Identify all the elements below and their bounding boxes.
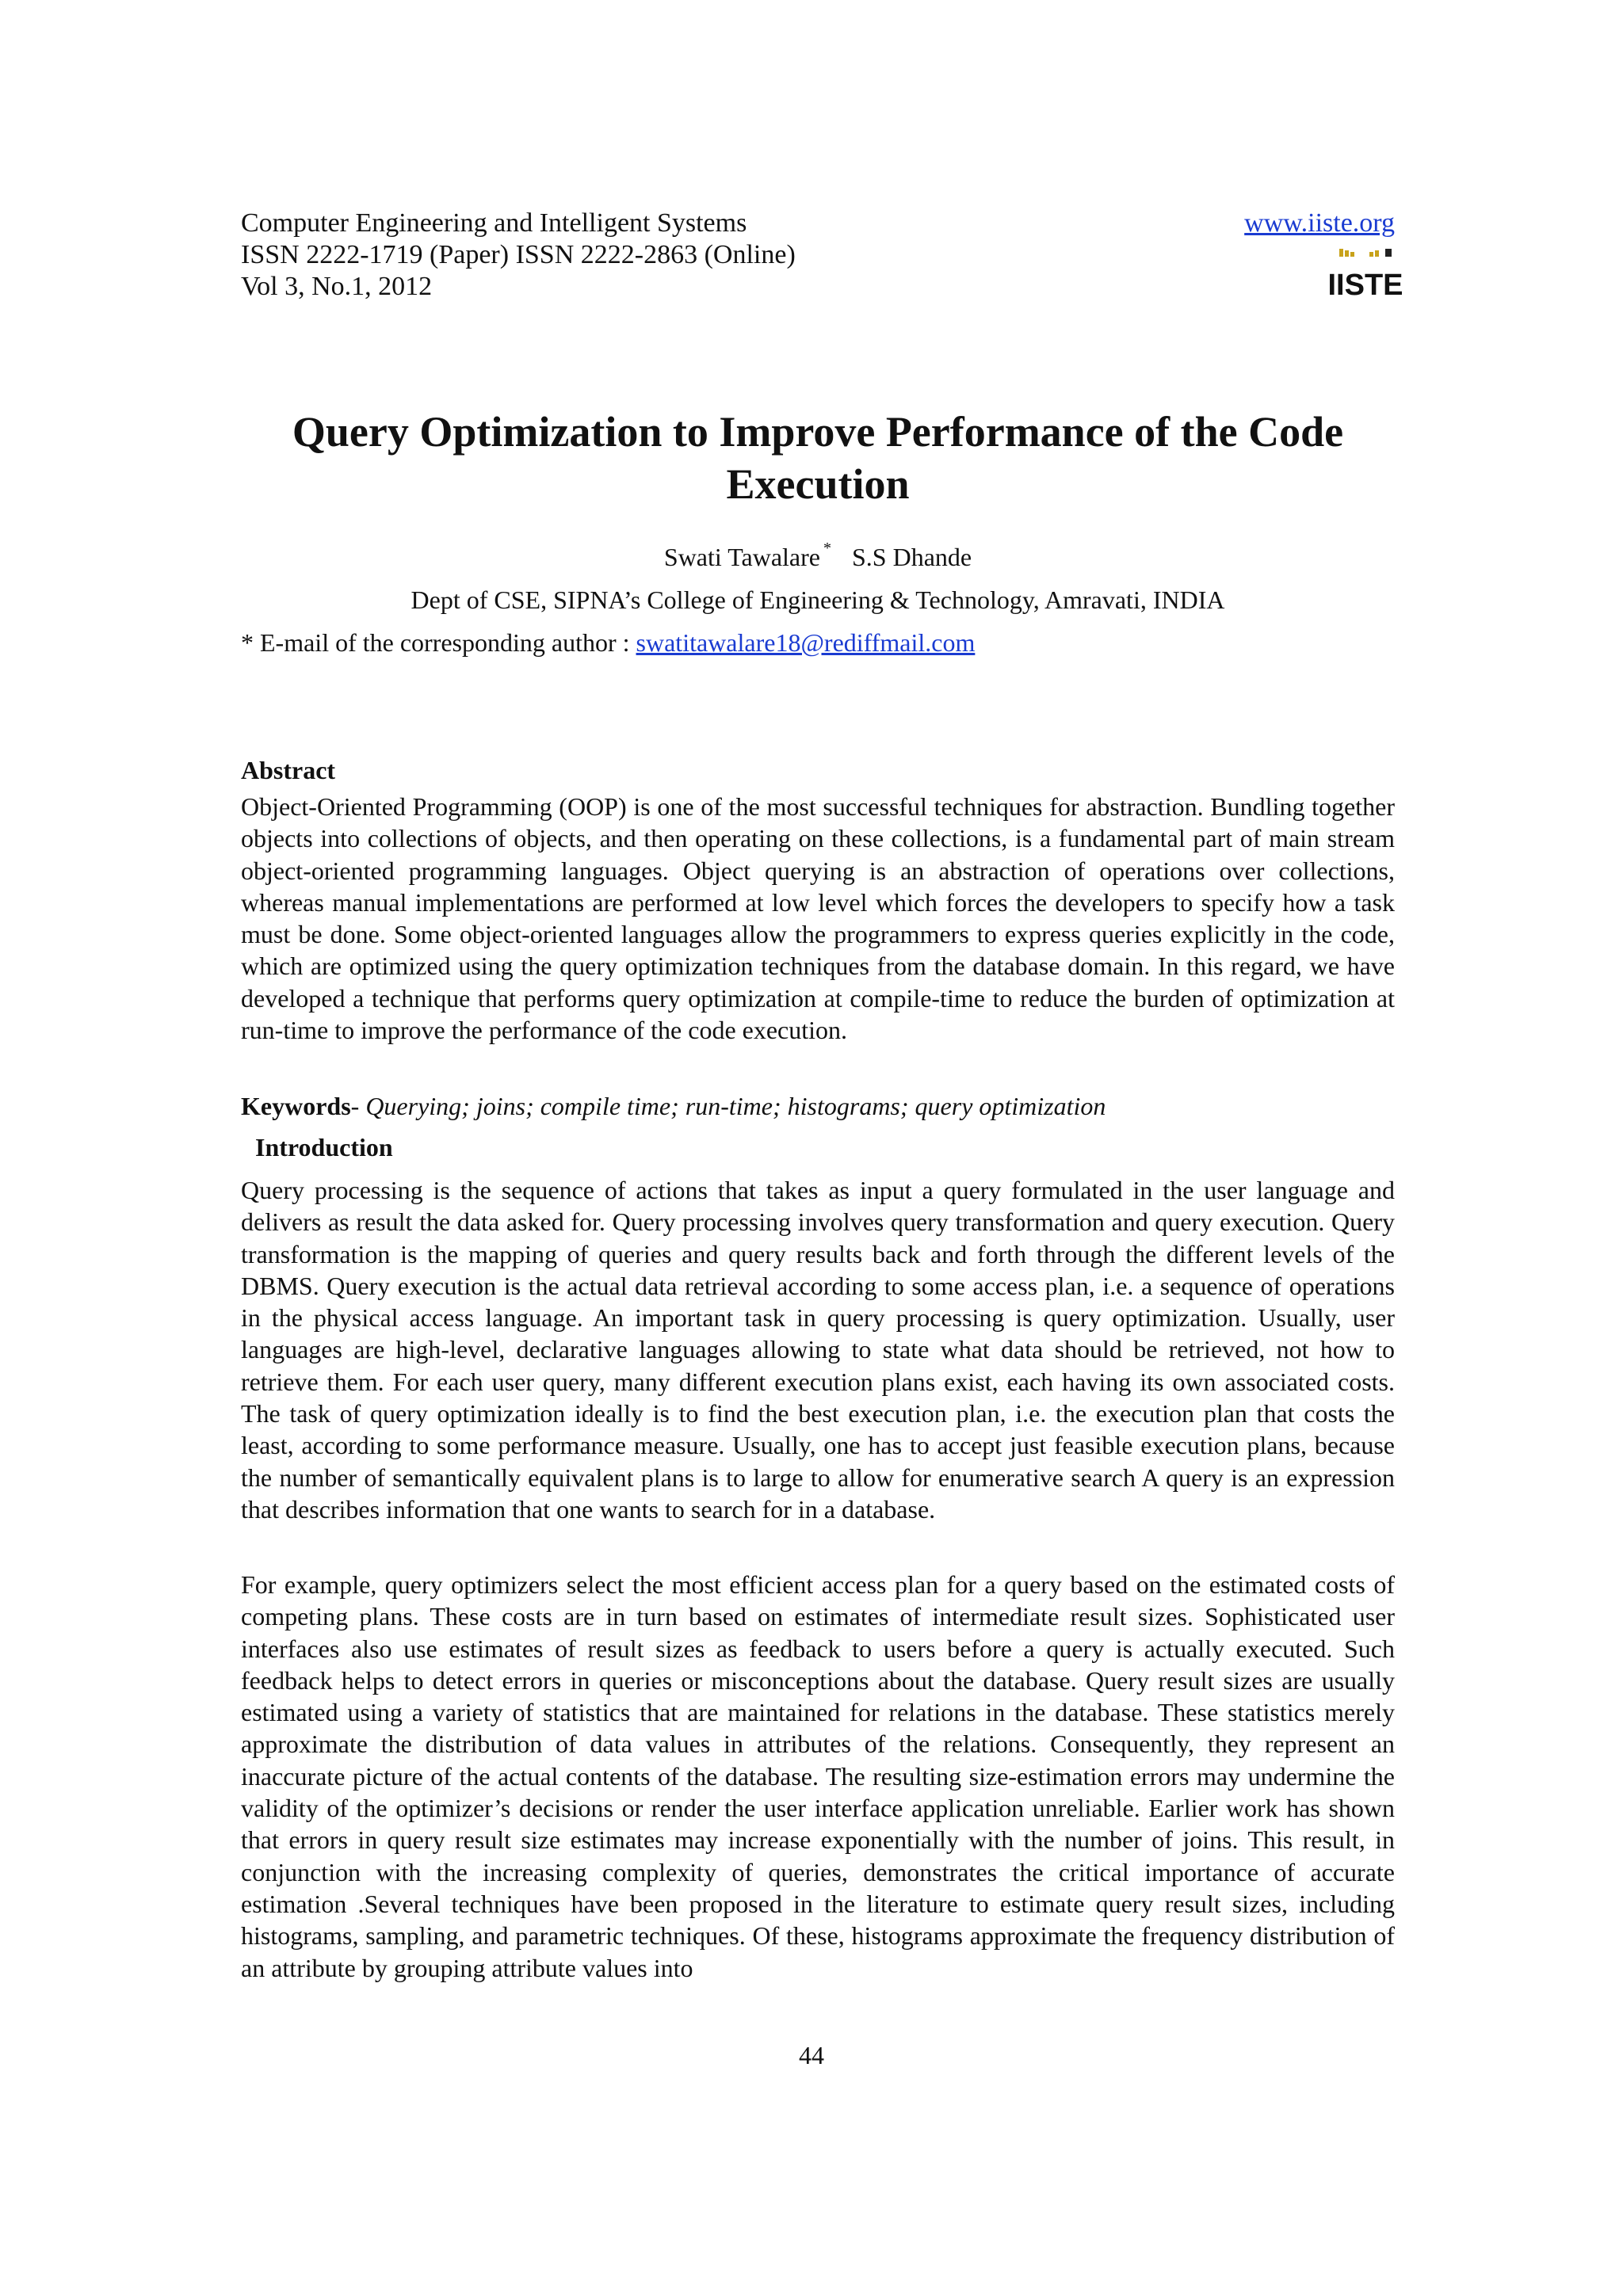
page-number: 44 xyxy=(799,2041,824,2069)
journal-issn: ISSN 2222-1719 (Paper) ISSN 2222-2863 (Online) xyxy=(241,240,796,269)
iiste-logo-text: IISTE xyxy=(1327,269,1403,302)
paper-page xyxy=(241,208,1403,1982)
author-2: S.S Dhande xyxy=(851,543,972,571)
author-1: Swati Tawalare xyxy=(663,543,820,571)
journal-url-link[interactable]: www.iiste.org xyxy=(1244,208,1395,238)
iiste-logo xyxy=(1327,249,1403,302)
keywords xyxy=(241,1090,1395,1122)
journal-header xyxy=(241,208,1403,318)
paper-title xyxy=(241,406,1395,510)
email-label: * E-mail of the corresponding author : xyxy=(241,628,636,657)
journal-volume: Vol 3, No.1, 2012 xyxy=(241,272,433,301)
introduction-paragraph-2: For example, query optimizers select the most efficient access plan for a query based on the estimated costs of competing plans. These costs are in turn based on estimates of intermediate result sizes. Sophisticated user interfaces also use estimates of result sizes as feedback to users before a query is actually executed. Such feedback helps to detect errors in queries or misconceptions about the database. Query result sizes are usually estimated using a variety of statistics that are maintained for relations in the database. These statistics merely approximate the distribution of data values in attributes of the relations. Consequently, they represent an inaccurate picture of the actual contents of the database. The resulting size-estimation errors may undermine the validity of the optimizer’s decisions or render the user interface application unreliable. Earlier work has shown that errors in query result size estimates may increase exponentially with the number of joins. This result, in conjunction with the increasing complexity of queries, demonstrates the critical importance of accurate estimation .Several techniques have been proposed in the literature to estimate query result sizes, including histograms, sampling, and parametric techniques. Of these, histograms approximate the frequency distribution of an attribute by grouping attribute values into xyxy=(241,1570,1395,1982)
corresponding-author-mark: * xyxy=(823,540,831,557)
keywords-separator: - xyxy=(350,1092,366,1120)
affiliation: Dept of CSE, SIPNA’s College of Engineering & Technology, Amravati, INDIA xyxy=(411,585,1225,614)
paper-title-line-1: Query Optimization to Improve Performance of the Code xyxy=(292,408,1344,456)
keywords-label: Keywords xyxy=(241,1092,351,1120)
introduction-paragraph-1: Query processing is the sequence of actions that takes as input a query formulated in the user language and delivers as result the data asked for. Query processing involves query transformation and query execution. Query transformation is the mapping of queries and query results back and forth through the different levels of the DBMS. Query execution is the actual data retrieval according to some access plan, i.e. a sequence of operations in the physical access language. An important task in query processing is query optimization. Usually, user languages are high-level, declarative languages allowing to state what data should be retrieved, not how to retrieve them. For each user query, many different execution plans exist, each having its own associated costs. The task of query optimization ideally is to find the best execution plan, i.e. the execution plan that costs the least, according to some performance measure. Usually, one has to accept just feasible execution plans, because the number of semantically equivalent plans is to large to allow for enumerative search A query is an expression that describes information that one wants to search for in a database. xyxy=(241,1176,1395,1524)
title-block xyxy=(241,406,1395,658)
introduction-heading: Introduction xyxy=(255,1133,393,1161)
keywords-list: Querying; joins; compile time; run-time; histograms; query optimization xyxy=(365,1092,1106,1120)
journal-name: Computer Engineering and Intelligent Systems xyxy=(241,208,747,238)
corresponding-email xyxy=(241,627,1395,658)
email-link[interactable]: swatitawalare18@rediffmail.com xyxy=(636,628,976,657)
abstract-text: Object-Oriented Programming (OOP) is one of the most successful techniques for abstraction. Bundling together objects into collections of objects, and then operating on these collections, is a fundamental part of main stream object-oriented programming languages. Object querying is an abstraction of operations over collections, whereas manual implementations are performed at low level which forces the developers to specify how a task must be done. Some object-oriented languages allow the programmers to express queries explicitly in the code, which are optimized using the query optimization techniques from the database domain. In this regard, we have developed a technique that performs query optimization at compile-time to reduce the burden of optimization at run-time to improve the performance of the code execution. xyxy=(241,792,1395,1045)
author-list xyxy=(241,532,1395,573)
abstract-heading: Abstract xyxy=(241,756,336,784)
paper-title-line-2: Execution xyxy=(726,460,910,508)
